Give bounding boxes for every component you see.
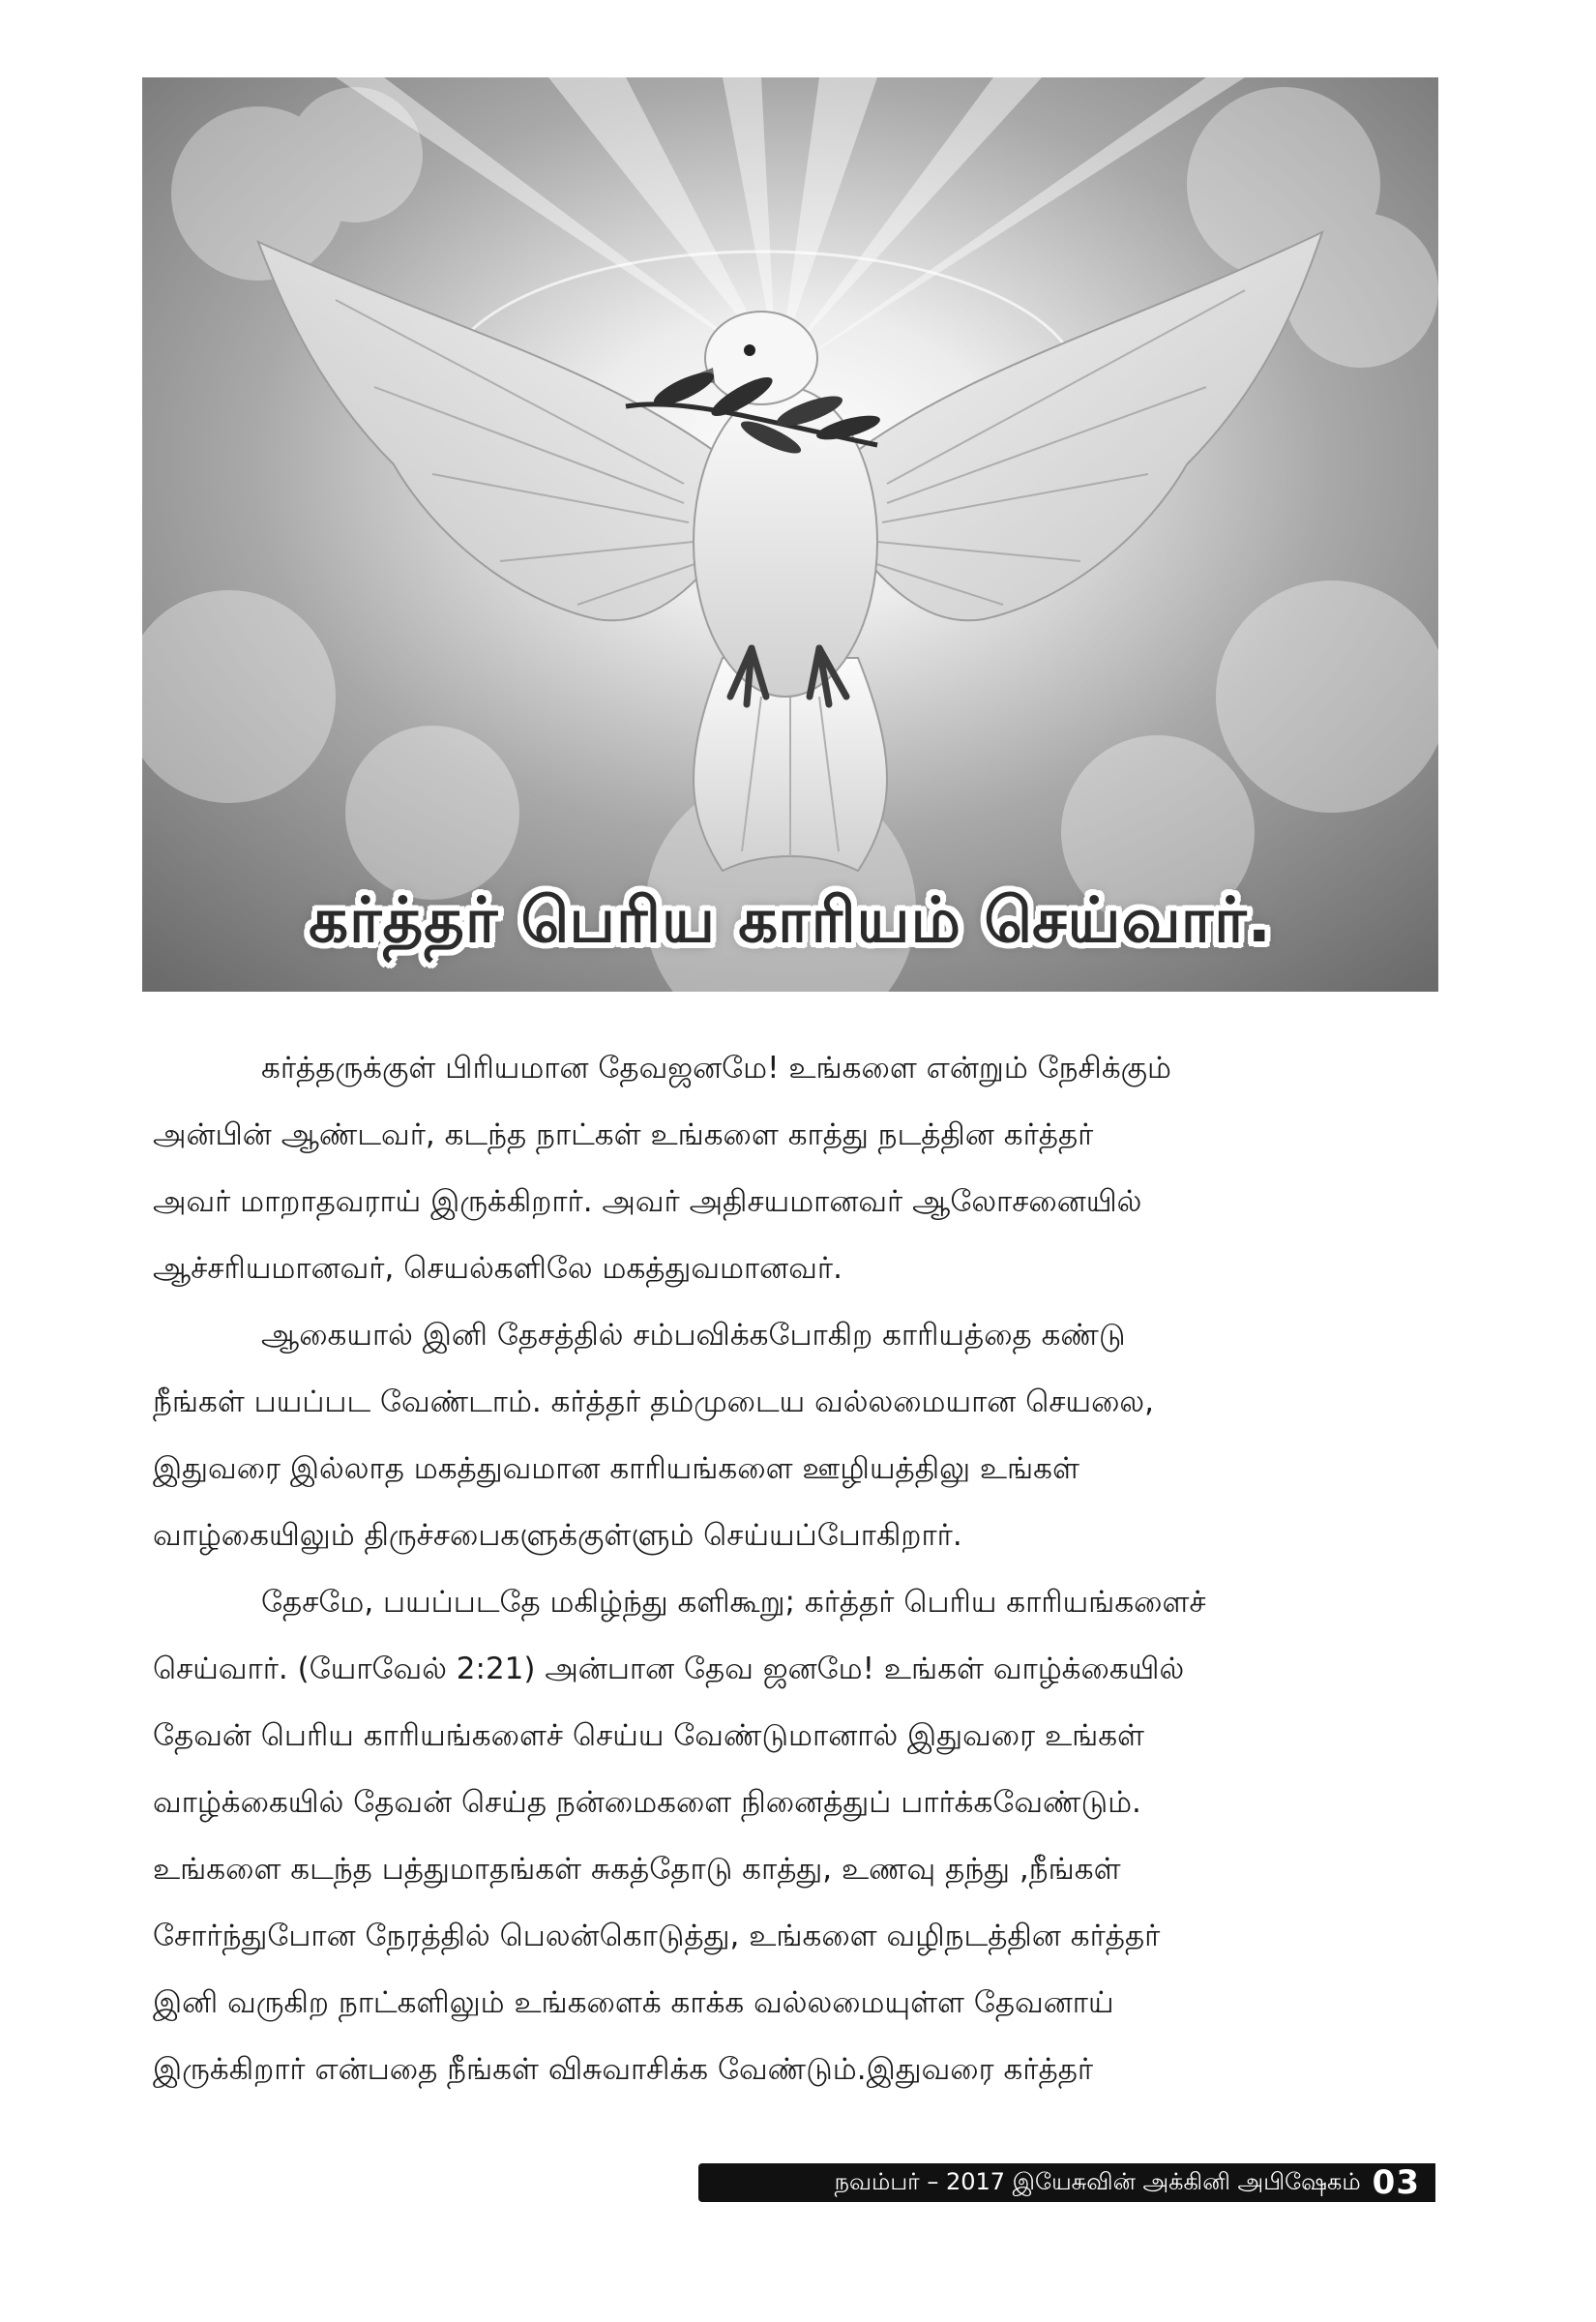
footer-title: நவம்பர் – 2017 இயேசுவின் அக்கினி அபிஷேகம் xyxy=(834,2167,1361,2195)
hero-image xyxy=(142,77,1438,992)
paragraph xyxy=(153,1302,1430,1569)
text-line: ஆச்சரியமானவர், செயல்களிலே மகத்துவமானவர். xyxy=(153,1251,842,1286)
text-line: இருக்கிறார் என்பதை நீங்கள் விசுவாசிக்க வேண்டும்.இதுவரை கர்த்தர் xyxy=(153,2052,1094,2087)
text-line: இதுவரை இல்லாத மகத்துவமான காரியங்களை ஊழியத்திலு உங்கள் xyxy=(153,1451,1079,1486)
dove-with-olive-branch-icon xyxy=(142,77,1438,992)
text-line: வாழ்க்கையில் தேவன் செய்த நன்மைகளை நினைத்துப் பார்க்கவேண்டும். xyxy=(153,1785,1141,1820)
text-line: அவர் மாறாதவராய் இருக்கிறார். அவர் அதிசயமானவர் ஆலோசனையில் xyxy=(153,1184,1142,1219)
text-line: வாழ்கையிலும் திருச்சபைகளுக்குள்ளும் செய்யப்போகிறார். xyxy=(153,1518,962,1553)
paragraph xyxy=(153,1569,1430,2103)
text-line: தேசமே, பயப்படதே மகிழ்ந்து களிகூறு; கர்த்தர் பெரிய காரியங்களைச் xyxy=(261,1585,1206,1620)
text-line: சோர்ந்துபோன நேரத்தில் பெலன்கொடுத்து, உங்களை வழிநடத்தின கர்த்தர் xyxy=(153,1919,1161,1953)
text-line: அன்பின் ஆண்டவர், கடந்த நாட்கள் உங்களை காத்து நடத்தின கர்த்தர் xyxy=(153,1117,1094,1152)
text-line: உங்களை கடந்த பத்துமாதங்கள் சுகத்தோடு காத்து, உணவு தந்து ,நீங்கள் xyxy=(153,1852,1121,1887)
page-number: 03 xyxy=(1372,2163,1420,2202)
paragraph xyxy=(153,1035,1430,1302)
text-line: செய்வார். (யோவேல் 2:21) அன்பான தேவ ஜனமே! உங்கள் வாழ்க்கையில் xyxy=(153,1652,1185,1686)
text-line: கர்த்தருக்குள் பிரியமான தேவஜனமே! உங்களை என்றும் நேசிக்கும் xyxy=(261,1051,1171,1086)
text-line: நீங்கள் பயப்பட வேண்டாம். கர்த்தர் தம்முடைய வல்லமையான செயலை, xyxy=(153,1384,1154,1419)
hero-title: கர்த்தர் பெரிய காரியம் செய்வார். xyxy=(309,885,1272,957)
article-body xyxy=(153,1035,1430,2103)
text-line: தேவன் பெரிய காரியங்களைச் செய்ய வேண்டுமானால் இதுவரை உங்கள் xyxy=(153,1718,1145,1753)
page-footer xyxy=(698,2163,1435,2202)
text-line: ஆகையால் இனி தேசத்தில் சம்பவிக்கபோகிற காரியத்தை கண்டு xyxy=(261,1318,1126,1353)
text-line: இனி வருகிற நாட்களிலும் உங்களைக் காக்க வல்லமையுள்ள தேவனாய் xyxy=(153,1985,1114,2020)
